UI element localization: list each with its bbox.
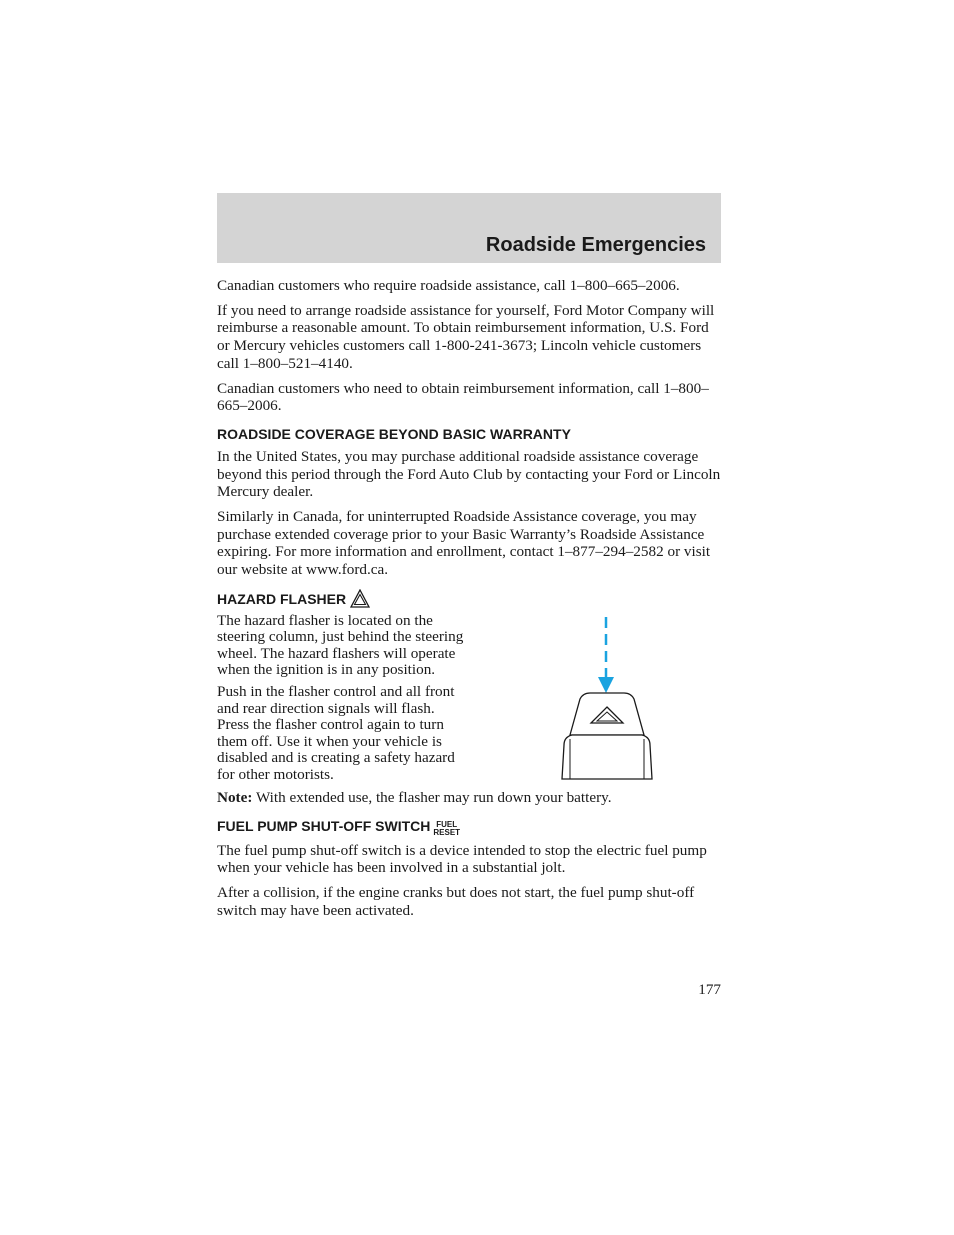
- paragraph-canadian-reimbursement: Canadian customers who need to obtain reimbursement information, call 1–800–665–2006.: [217, 379, 709, 415]
- header-band: [217, 193, 721, 263]
- paragraph-canadian-assistance: Canadian customers who require roadside assistance, call 1–800–665–2006.: [217, 277, 680, 294]
- paragraph-hazard-operation: Push in the flasher control and all front and rear direction signals will flash. Press the flasher control again to turn them off. Use it when your vehicle is disabled and is creating a safety hazard for other motorists.: [217, 683, 455, 783]
- heading-hazard-flasher: [217, 589, 723, 608]
- hazard-triangle-icon: [350, 589, 370, 608]
- heading-fuel-pump: [217, 817, 723, 837]
- down-arrow-icon: [598, 617, 614, 693]
- paragraph-canada-coverage: Similarly in Canada, for uninterrupted Roadside Assistance coverage, you may purchase extended coverage prior to your Basic Warranty’s Roadside Assistance expiring. For more information and enrollment, contact 1–877–294–2582 or visit our website at www.ford.ca.: [217, 508, 711, 579]
- note-text: With extended use, the flasher may run down your battery.: [252, 788, 612, 806]
- heading-fuel-pump-label: FUEL PUMP SHUT-OFF SWITCH: [217, 817, 431, 834]
- fuel-reset-icon-line2: RESET: [433, 827, 461, 837]
- paragraph-fuel-pump-collision: After a collision, if the engine cranks but does not start, the fuel pump shut-off switch may have been activated.: [217, 884, 695, 919]
- page-title: Roadside Emergencies: [485, 234, 706, 256]
- hazard-flasher-text: [217, 613, 469, 783]
- paragraph-reimbursement: If you need to arrange roadside assistance for yourself, Ford Motor Company will reimburse a reasonable amount. To obtain reimbursement information, U.S. Ford or Mercury vehicles customers call 1-800-241-3673; Lincoln vehicle customers call 1–800–521–4140.: [217, 301, 715, 372]
- heading-roadside-coverage: ROADSIDE COVERAGE BEYOND BASIC WARRANTY: [217, 425, 571, 442]
- paragraph-hazard-location: The hazard flasher is located on the steering column, just behind the steering wheel. The hazard flashers will operate when the ignition is in any position.: [217, 611, 464, 679]
- paragraph-us-coverage: In the United States, you may purchase additional roadside assistance coverage beyond this period through the Ford Auto Club by contacting your Ford or Lincoln Mercury dealer.: [217, 447, 721, 501]
- hazard-flasher-illustration: [552, 613, 662, 803]
- hazard-flasher-block: [217, 613, 723, 783]
- heading-hazard-flasher-label: HAZARD FLASHER: [217, 590, 347, 607]
- fuel-reset-icon: [433, 821, 460, 837]
- page-number: 177: [698, 981, 721, 998]
- fuel-reset-icon-line1: FUEL: [436, 819, 458, 829]
- note-label: Note:: [217, 788, 253, 806]
- hazard-flasher-button: [562, 693, 652, 779]
- page-content: [217, 277, 723, 926]
- paragraph-fuel-pump-description: The fuel pump shut-off switch is a device intended to stop the electric fuel pump when your vehicle has been involved in a substantial jolt.: [217, 841, 707, 877]
